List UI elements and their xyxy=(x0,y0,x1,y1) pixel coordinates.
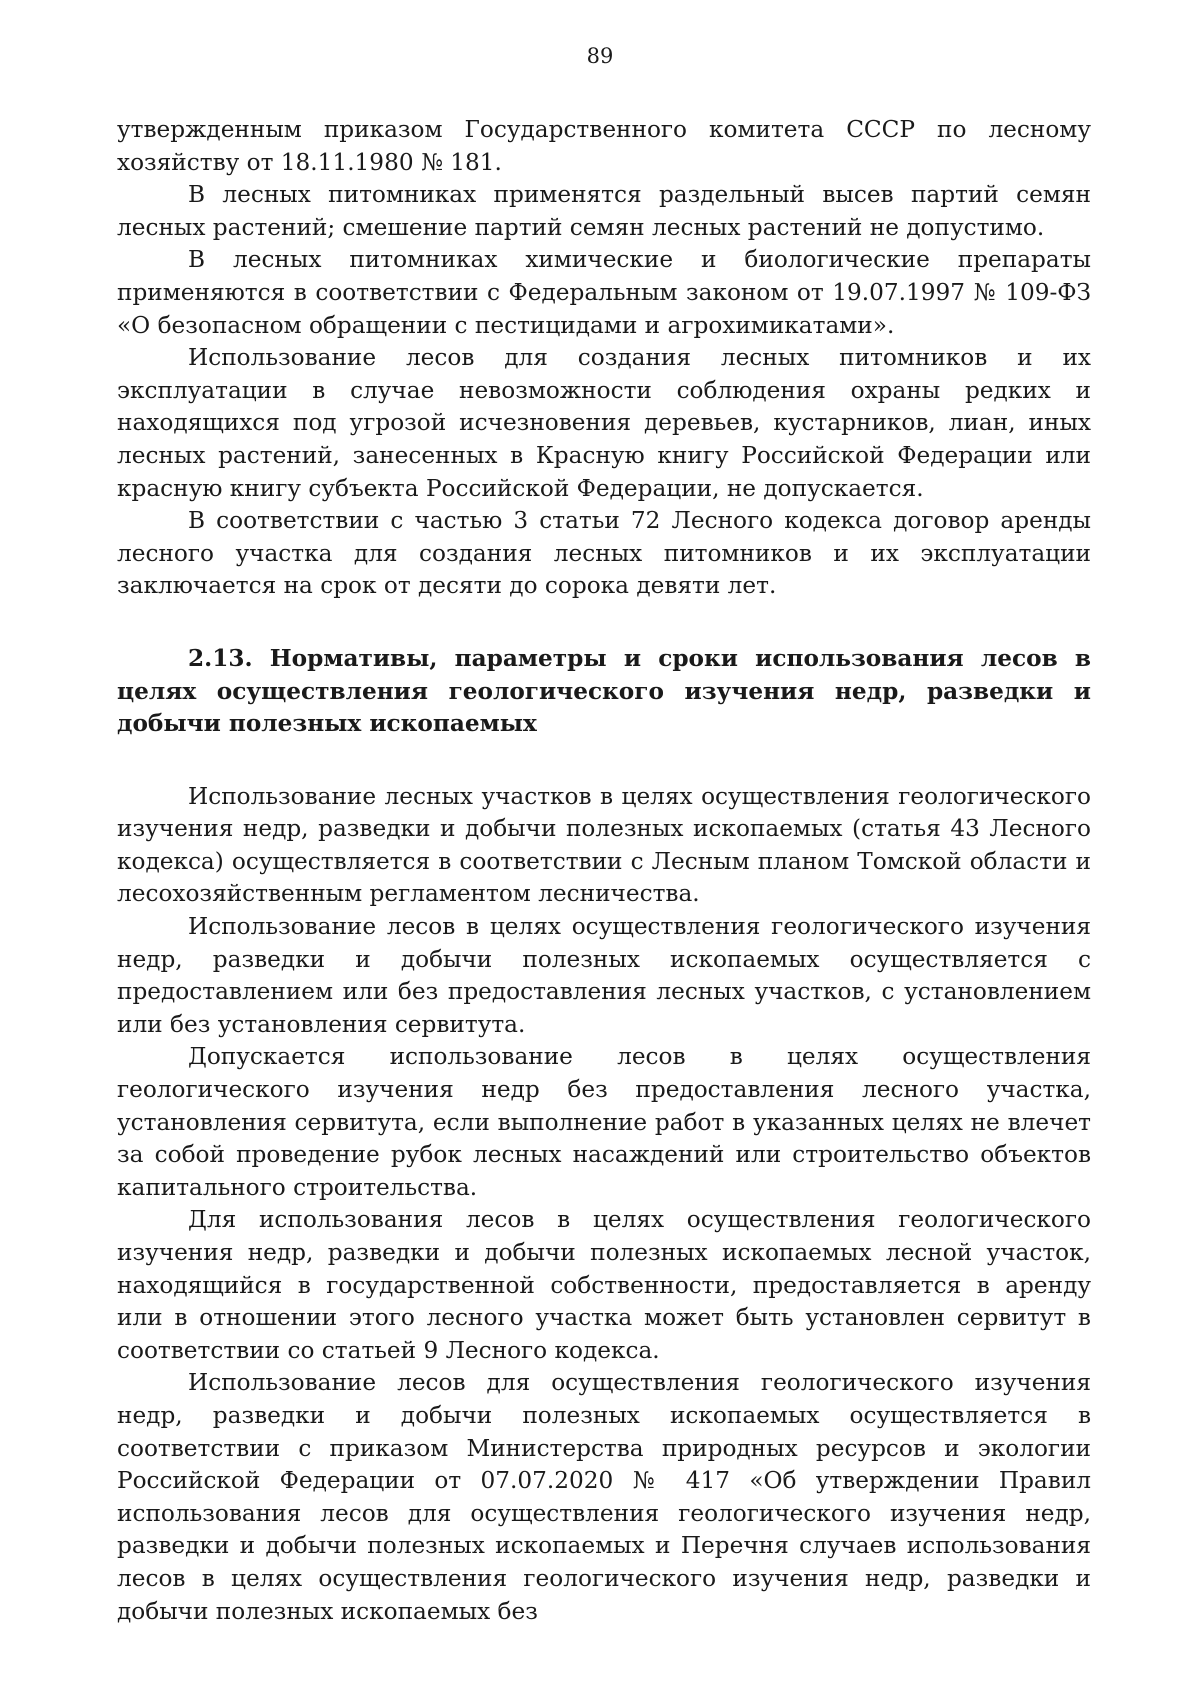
paragraph: Использование лесов для осуществления геологического изучения недр, разведки и добычи полезных ископаемых осуществляется в соответствии с приказом Министерства природных ресурсов и экологии Российской Федерации от 07.07.2020 № 417 «Об утверждении Правил использования лесов для осуществления геологического изучения недр, разведки и добычи полезных ископаемых и Перечня случаев использования лесов в целях осуществления геологического изучения недр, разведки и добычи полезных ископаемых без xyxy=(117,1369,1091,1625)
paragraph: В лесных питомниках химические и биологические препараты применяются в соответствии с Федеральным законом от 19.07.1997 № 109-ФЗ «О безопасном обращении с пестицидами и агрохимикатами». xyxy=(117,246,1091,339)
page-number: 89 xyxy=(586,44,614,68)
paragraph: Для использования лесов в целях осуществления геологического изучения недр, разведки и добычи полезных ископаемых лесной участок, находящийся в государственной собственности, предоставляется в аренду или в отношении этого лесного участка может быть установлен сервитут в соответствии со статьей 9 Лесного кодекса. xyxy=(117,1206,1091,1364)
paragraph: Использование лесов для создания лесных питомников и их эксплуатации в случае невозможности соблюдения охраны редких и находящихся под угрозой исчезновения деревьев, кустарников, лиан, иных лесных растений, занесенных в Красную книгу Российской Федерации или красную книгу субъекта Российской Федерации, не допускается. xyxy=(117,344,1091,502)
paragraph: Допускается использование лесов в целях осуществления геологического изучения недр без предоставления лесного участка, установления сервитута, если выполнение работ в указанных целях не влечет за собой проведение рубок лесных насаждений или строительство объектов капитального строительства. xyxy=(117,1043,1091,1201)
paragraph: В соответствии с частью 3 статьи 72 Лесного кодекса договор аренды лесного участка для создания лесных питомников и их эксплуатации заключается на срок от десяти до сорока девяти лет. xyxy=(117,507,1091,600)
paragraph: утвержденным приказом Государственного комитета СССР по лесному хозяйству от 18.11.1980 № 181. xyxy=(117,116,1091,176)
document-body xyxy=(117,114,1091,1628)
section-heading: 2.13. Нормативы, параметры и сроки использования лесов в целях осуществления геологического изучения недр, разведки и добычи полезных ископаемых xyxy=(117,644,1091,738)
paragraph: В лесных питомниках применятся раздельный высев партий семян лесных растений; смешение партий семян лесных растений не допустимо. xyxy=(117,181,1091,241)
paragraph: Использование лесных участков в целях осуществления геологического изучения недр, разведки и добычи полезных ископаемых (статья 43 Лесного кодекса) осуществляется в соответствии с Лесным планом Томской области и лесохозяйственным регламентом лесничества. xyxy=(117,782,1091,908)
paragraph: Использование лесов в целях осуществления геологического изучения недр, разведки и добычи полезных ископаемых осуществляется с предоставлением или без предоставления лесных участков, с установлением или без установления сервитута. xyxy=(117,913,1091,1038)
